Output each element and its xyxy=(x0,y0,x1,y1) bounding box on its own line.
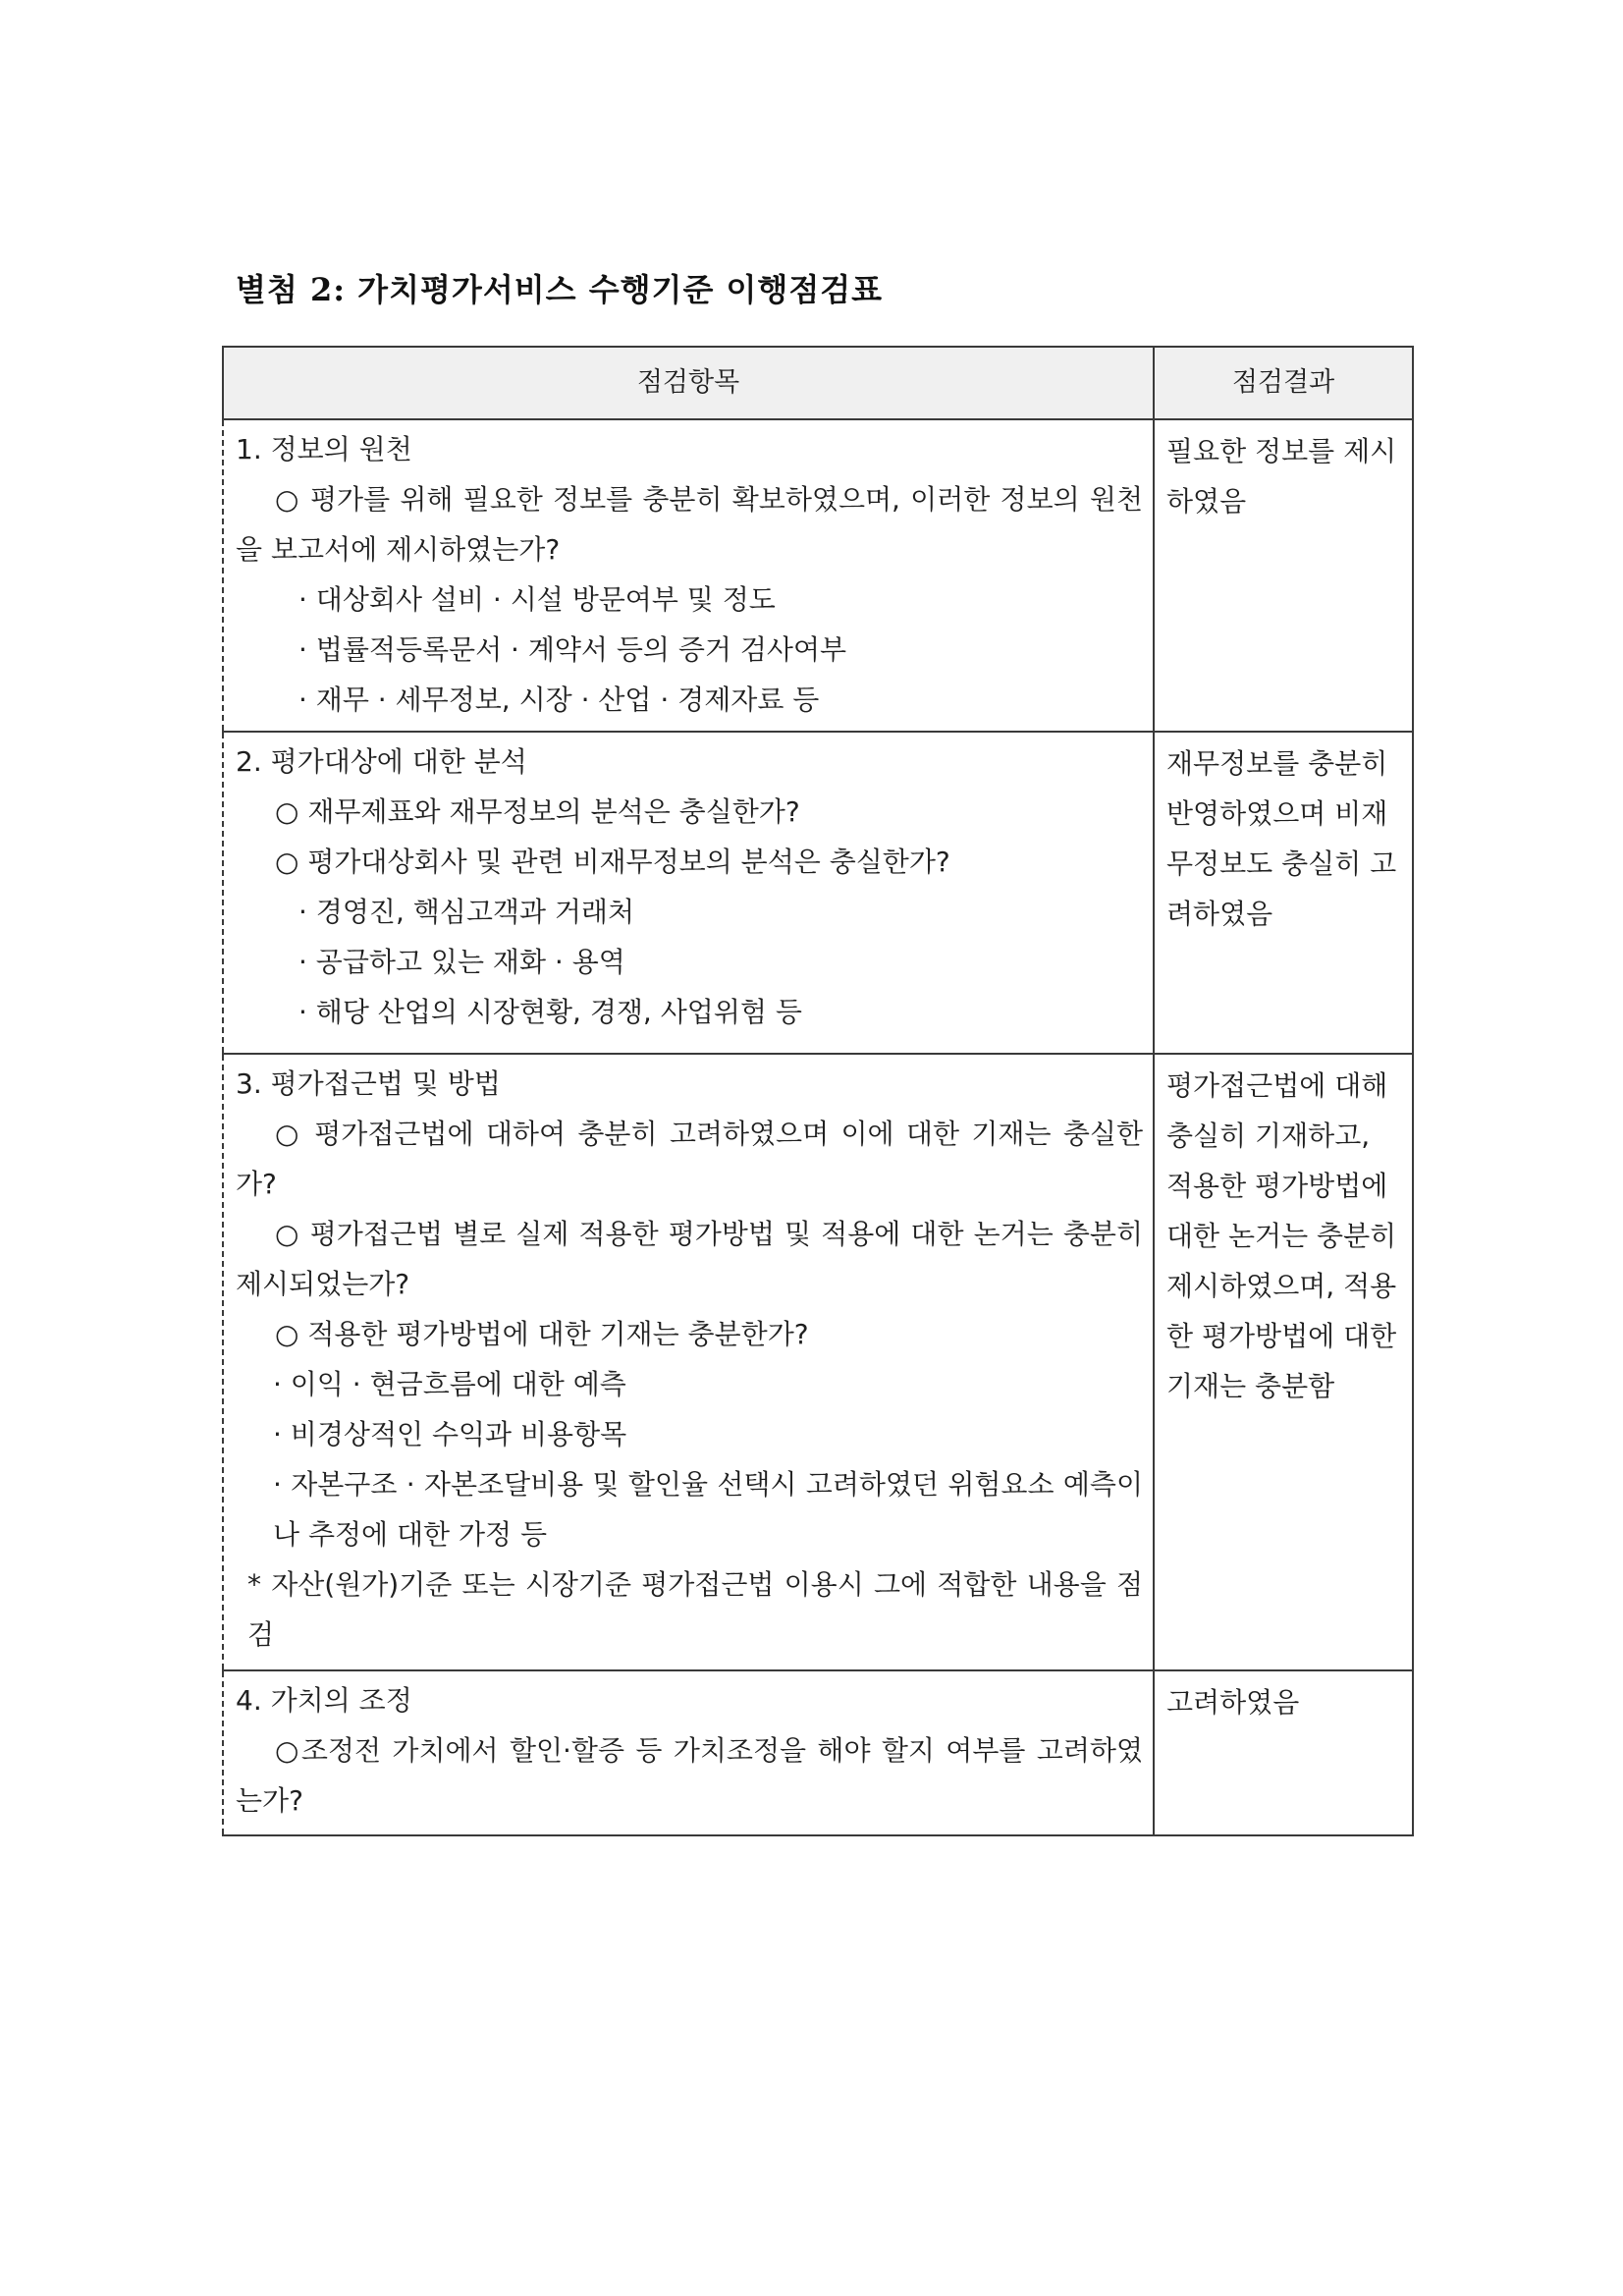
check-question: ○ 재무제표와 재무정보의 분석은 충실한가? xyxy=(275,795,800,828)
header-result: 점검결과 xyxy=(1154,347,1413,419)
check-question: ○ 적용한 평가방법에 대한 기재는 충분한가? xyxy=(275,1318,809,1350)
bullet-item: · 법률적등록문서 · 계약서 등의 증거 검사여부 xyxy=(298,633,847,666)
section-title: 3. 평가접근법 및 방법 xyxy=(236,1067,501,1100)
table-row xyxy=(223,1054,1413,1670)
section-2-result xyxy=(1154,732,1413,1054)
result-text: 고려하였음 xyxy=(1166,1686,1300,1719)
table-row xyxy=(223,1670,1413,1835)
section-1-items xyxy=(223,419,1154,732)
section-4-result xyxy=(1154,1670,1413,1835)
checklist-table xyxy=(222,346,1414,1836)
section-4-items xyxy=(223,1670,1154,1835)
section-title: 4. 가치의 조정 xyxy=(236,1684,412,1717)
result-text: 필요한 정보를 제시하였음 xyxy=(1166,435,1397,518)
table-header-row xyxy=(223,347,1413,419)
bullet-item: · 경영진, 핵심고객과 거래처 xyxy=(298,896,635,928)
check-question: ○ 평가접근법에 대하여 충분히 고려하였으며 이에 대한 기재는 충실한가? xyxy=(236,1118,1143,1200)
check-question: ○조정전 가치에서 할인·할증 등 가치조정을 해야 할지 여부를 고려하였는가? xyxy=(236,1734,1143,1817)
section-1-result xyxy=(1154,419,1413,732)
bullet-item: · 해당 산업의 시장현황, 경쟁, 사업위험 등 xyxy=(298,996,802,1028)
bullet-item: · 재무 · 세무정보, 시장 · 산업 · 경제자료 등 xyxy=(298,683,820,716)
bullet-item: · 대상회사 설비 · 시설 방문여부 및 정도 xyxy=(298,583,776,616)
check-question: ○ 평가접근법 별로 실제 적용한 평가방법 및 적용에 대한 논거는 충분히 제시되었는가? xyxy=(236,1218,1143,1300)
bullet-item: · 이익 · 현금흐름에 대한 예측 xyxy=(273,1368,626,1400)
result-text: 재무정보를 충분히 반영하였으며 비재무정보도 충실히 고려하였음 xyxy=(1166,747,1397,930)
section-3-result xyxy=(1154,1054,1413,1670)
header-item: 점검항목 xyxy=(223,347,1154,419)
result-text: 평가접근법에 대해 충실히 기재하고, 적용한 평가방법에 대한 논거는 충분히 제시하였으며, 적용한 평가방법에 대한 기재는 충분함 xyxy=(1166,1069,1397,1402)
bullet-item: · 자본구조 · 자본조달비용 및 할인율 선택시 고려하였던 위험요소 예측이나 추정에 대한 가정 등 xyxy=(273,1468,1143,1551)
check-question: ○ 평가대상회사 및 관련 비재무정보의 분석은 충실한가? xyxy=(275,846,950,878)
check-question: ○ 평가를 위해 필요한 정보를 충분히 확보하였으며, 이러한 정보의 원천을 보고서에 제시하였는가? xyxy=(236,483,1143,566)
section-title: 2. 평가대상에 대한 분석 xyxy=(236,745,527,778)
section-3-items xyxy=(223,1054,1154,1670)
table-row xyxy=(223,419,1413,732)
bullet-item: · 공급하고 있는 재화 · 용역 xyxy=(298,946,625,978)
table-row xyxy=(223,732,1413,1054)
bullet-item: · 비경상적인 수익과 비용항목 xyxy=(273,1418,627,1450)
section-title: 1. 정보의 원천 xyxy=(236,433,412,465)
page-title: 별첨 2: 가치평가서비스 수행기준 이행점검표 xyxy=(236,271,884,308)
note-text: * 자산(원가)기준 또는 시장기준 평가접근법 이용시 그에 적합한 내용을 점검 xyxy=(247,1568,1143,1651)
section-2-items xyxy=(223,732,1154,1054)
